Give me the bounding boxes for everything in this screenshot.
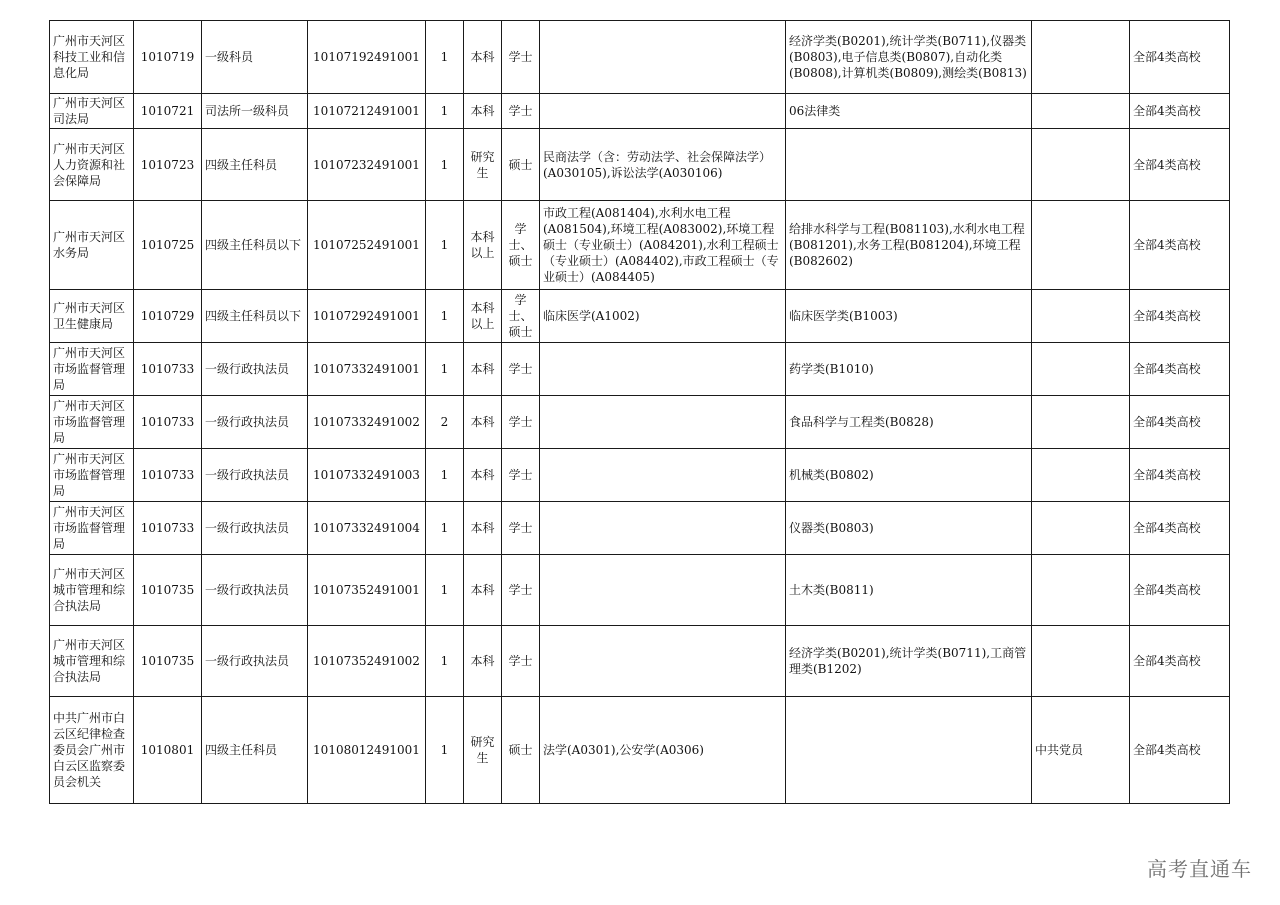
cell-count: 1: [426, 290, 464, 343]
cell-education: 研究生: [464, 129, 502, 201]
cell-position: 司法所一级科员: [202, 94, 308, 129]
cell-count: 1: [426, 626, 464, 697]
cell-unit: 广州市天河区城市管理和综合执法局: [50, 555, 134, 626]
table-row: [50, 290, 1230, 343]
cell-education: 研究生: [464, 697, 502, 804]
table-row: [50, 449, 1230, 502]
cell-position-code: 10107212491001: [308, 94, 426, 129]
cell-grad-major: [540, 502, 786, 555]
cell-school: 全部4类高校: [1130, 449, 1230, 502]
table-row: [50, 21, 1230, 94]
cell-grad-major: 民商法学（含：劳动法学、社会保障法学）(A030105),诉讼法学(A030106): [540, 129, 786, 201]
cell-unit-code: 1010733: [134, 343, 202, 396]
cell-count: 1: [426, 129, 464, 201]
cell-degree: 硕士: [502, 697, 540, 804]
recruitment-table: [49, 20, 1230, 804]
cell-education: 本科以上: [464, 201, 502, 290]
cell-degree: 学士: [502, 555, 540, 626]
cell-unit: 广州市天河区市场监督管理局: [50, 343, 134, 396]
cell-other: [1032, 94, 1130, 129]
cell-count: 1: [426, 449, 464, 502]
cell-position-code: 10107292491001: [308, 290, 426, 343]
cell-unit-code: 1010735: [134, 626, 202, 697]
cell-grad-major: 法学(A0301),公安学(A0306): [540, 697, 786, 804]
cell-unit: 广州市天河区市场监督管理局: [50, 449, 134, 502]
cell-ug-major: 给排水科学与工程(B081103),水利水电工程(B081201),水务工程(B081204),环境工程(B082602): [786, 201, 1032, 290]
cell-position: 一级行政执法员: [202, 626, 308, 697]
cell-position-code: 10107352491002: [308, 626, 426, 697]
cell-position-code: 10107332491002: [308, 396, 426, 449]
cell-count: 2: [426, 396, 464, 449]
cell-count: 1: [426, 343, 464, 396]
cell-position-code: 10107332491003: [308, 449, 426, 502]
table-row: [50, 94, 1230, 129]
cell-grad-major: [540, 449, 786, 502]
cell-school: 全部4类高校: [1130, 502, 1230, 555]
cell-position-code: 10107332491004: [308, 502, 426, 555]
cell-position: 一级行政执法员: [202, 396, 308, 449]
cell-ug-major: 仪器类(B0803): [786, 502, 1032, 555]
cell-other: [1032, 396, 1130, 449]
cell-unit: 中共广州市白云区纪律检查委员会广州市白云区监察委员会机关: [50, 697, 134, 804]
cell-degree: 学士: [502, 502, 540, 555]
cell-grad-major: [540, 94, 786, 129]
cell-unit-code: 1010729: [134, 290, 202, 343]
cell-other: [1032, 343, 1130, 396]
cell-unit: 广州市天河区人力资源和社会保障局: [50, 129, 134, 201]
cell-ug-major: [786, 129, 1032, 201]
cell-other: [1032, 626, 1130, 697]
cell-school: 全部4类高校: [1130, 626, 1230, 697]
cell-position: 四级主任科员以下: [202, 201, 308, 290]
cell-degree: 硕士: [502, 129, 540, 201]
cell-school: 全部4类高校: [1130, 21, 1230, 94]
cell-count: 1: [426, 94, 464, 129]
cell-position: 一级行政执法员: [202, 449, 308, 502]
table-body: [50, 21, 1230, 804]
cell-position: 一级行政执法员: [202, 502, 308, 555]
cell-unit-code: 1010733: [134, 396, 202, 449]
cell-grad-major: [540, 21, 786, 94]
cell-degree: 学士: [502, 343, 540, 396]
cell-position: 四级主任科员: [202, 697, 308, 804]
cell-unit-code: 1010725: [134, 201, 202, 290]
cell-degree: 学士、硕士: [502, 201, 540, 290]
cell-other: [1032, 449, 1130, 502]
cell-education: 本科以上: [464, 290, 502, 343]
table-row: [50, 502, 1230, 555]
watermark-text: 高考直通车: [1147, 857, 1252, 881]
cell-position-code: 10108012491001: [308, 697, 426, 804]
table-row: [50, 343, 1230, 396]
cell-education: 本科: [464, 502, 502, 555]
cell-ug-major: 临床医学类(B1003): [786, 290, 1032, 343]
cell-position-code: 10107352491001: [308, 555, 426, 626]
cell-degree: 学士、硕士: [502, 290, 540, 343]
cell-other: [1032, 201, 1130, 290]
cell-degree: 学士: [502, 626, 540, 697]
table-row: [50, 129, 1230, 201]
cell-other: [1032, 555, 1130, 626]
cell-unit-code: 1010723: [134, 129, 202, 201]
cell-education: 本科: [464, 94, 502, 129]
cell-ug-major: 药学类(B1010): [786, 343, 1032, 396]
cell-ug-major: 经济学类(B0201),统计学类(B0711),仪器类(B0803),电子信息类(B0807),自动化类(B0808),计算机类(B0809),测绘类(B0813): [786, 21, 1032, 94]
cell-count: 1: [426, 21, 464, 94]
cell-other: [1032, 21, 1130, 94]
cell-count: 1: [426, 555, 464, 626]
cell-ug-major: [786, 697, 1032, 804]
cell-grad-major: [540, 626, 786, 697]
cell-unit-code: 1010733: [134, 502, 202, 555]
cell-unit: 广州市天河区市场监督管理局: [50, 396, 134, 449]
cell-ug-major: 经济学类(B0201),统计学类(B0711),工商管理类(B1202): [786, 626, 1032, 697]
cell-education: 本科: [464, 343, 502, 396]
cell-education: 本科: [464, 396, 502, 449]
cell-other: [1032, 502, 1130, 555]
cell-other: 中共党员: [1032, 697, 1130, 804]
table-row: [50, 201, 1230, 290]
cell-count: 1: [426, 697, 464, 804]
cell-unit-code: 1010735: [134, 555, 202, 626]
cell-position-code: 10107232491001: [308, 129, 426, 201]
cell-position: 四级主任科员: [202, 129, 308, 201]
cell-school: 全部4类高校: [1130, 396, 1230, 449]
cell-school: 全部4类高校: [1130, 94, 1230, 129]
cell-grad-major: 临床医学(A1002): [540, 290, 786, 343]
cell-unit: 广州市天河区水务局: [50, 201, 134, 290]
cell-position: 一级科员: [202, 21, 308, 94]
cell-education: 本科: [464, 21, 502, 94]
cell-school: 全部4类高校: [1130, 290, 1230, 343]
cell-education: 本科: [464, 555, 502, 626]
cell-school: 全部4类高校: [1130, 343, 1230, 396]
cell-unit: 广州市天河区司法局: [50, 94, 134, 129]
cell-school: 全部4类高校: [1130, 201, 1230, 290]
cell-position-code: 10107252491001: [308, 201, 426, 290]
cell-degree: 学士: [502, 94, 540, 129]
cell-degree: 学士: [502, 21, 540, 94]
table-row: [50, 626, 1230, 697]
cell-school: 全部4类高校: [1130, 555, 1230, 626]
cell-grad-major: [540, 555, 786, 626]
cell-school: 全部4类高校: [1130, 129, 1230, 201]
cell-position: 一级行政执法员: [202, 555, 308, 626]
cell-unit: 广州市天河区卫生健康局: [50, 290, 134, 343]
cell-unit-code: 1010733: [134, 449, 202, 502]
table-row: [50, 697, 1230, 804]
cell-ug-major: 机械类(B0802): [786, 449, 1032, 502]
cell-position: 一级行政执法员: [202, 343, 308, 396]
cell-ug-major: 食品科学与工程类(B0828): [786, 396, 1032, 449]
cell-unit-code: 1010719: [134, 21, 202, 94]
table-row: [50, 555, 1230, 626]
cell-position: 四级主任科员以下: [202, 290, 308, 343]
table-row: [50, 396, 1230, 449]
cell-ug-major: 土木类(B0811): [786, 555, 1032, 626]
cell-degree: 学士: [502, 396, 540, 449]
cell-count: 1: [426, 502, 464, 555]
cell-unit-code: 1010721: [134, 94, 202, 129]
cell-unit: 广州市天河区科技工业和信息化局: [50, 21, 134, 94]
cell-grad-major: [540, 396, 786, 449]
cell-position-code: 10107192491001: [308, 21, 426, 94]
cell-unit-code: 1010801: [134, 697, 202, 804]
cell-count: 1: [426, 201, 464, 290]
cell-other: [1032, 290, 1130, 343]
cell-education: 本科: [464, 626, 502, 697]
cell-unit: 广州市天河区城市管理和综合执法局: [50, 626, 134, 697]
cell-education: 本科: [464, 449, 502, 502]
cell-grad-major: [540, 343, 786, 396]
cell-school: 全部4类高校: [1130, 697, 1230, 804]
cell-position-code: 10107332491001: [308, 343, 426, 396]
cell-grad-major: 市政工程(A081404),水利水电工程(A081504),环境工程(A083002),环境工程硕士（专业硕士）(A084201),水利工程硕士（专业硕士）(A084402),市政工程硕士（专业硕士）(A084405): [540, 201, 786, 290]
cell-unit: 广州市天河区市场监督管理局: [50, 502, 134, 555]
cell-other: [1032, 129, 1130, 201]
cell-ug-major: 06法律类: [786, 94, 1032, 129]
cell-degree: 学士: [502, 449, 540, 502]
